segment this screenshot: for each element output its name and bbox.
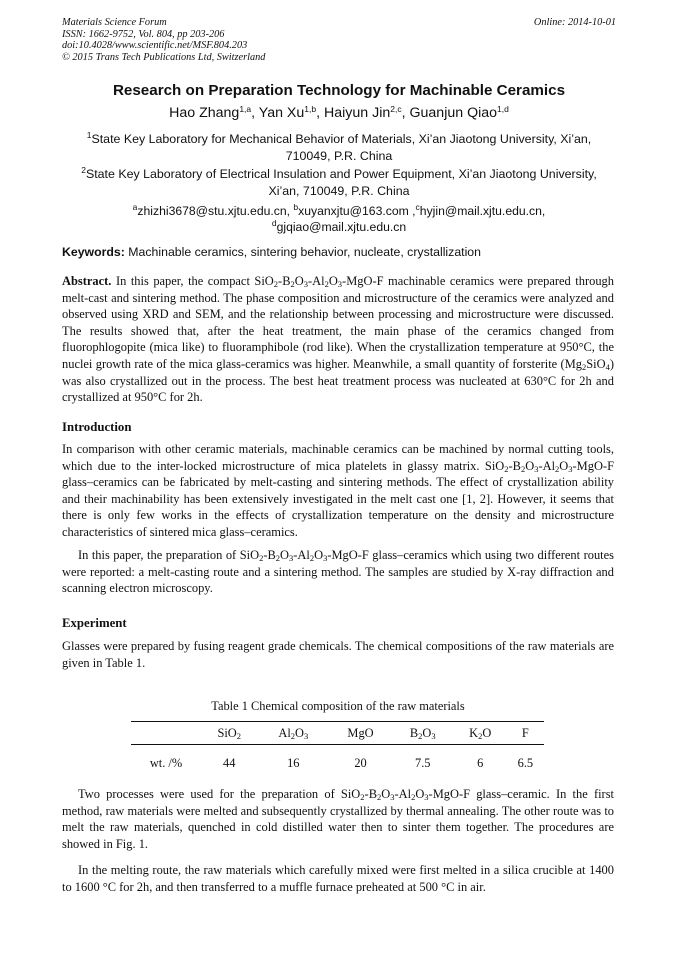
email-link[interactable]: xuyanxjtu@163.com [298, 204, 409, 218]
table-row [131, 751, 544, 775]
row-label: wt. /% [149, 755, 183, 770]
email-sup: d [271, 218, 277, 228]
email-sup: a [132, 202, 138, 212]
email-sup: c [415, 202, 420, 212]
experiment-paragraph-3: In the melting route, the raw materials which carefully mixed were first melted in a silica crucible at 1400 to 1600 °C for 2h, and then transferred to a muffle furnace preheated at 500 °C in air. [62, 863, 614, 894]
email-link[interactable]: hyjin@mail.xjtu.edu.cn [419, 204, 542, 218]
keywords-label: Keywords: [62, 245, 125, 259]
composition-table [131, 721, 544, 775]
author: Yan Xu [258, 105, 305, 121]
affiliation-1 [70, 131, 608, 165]
intro-paragraph-2: In this paper, the preparation of $SiO_2-B_2O_3-Al_2O_3-MgO-F$ glass–ceramics which using two different routes were reported: a melt-casting route and a sintering method. The samples are studied by X-ray diffraction and scanning electron microscopy. [62, 548, 614, 596]
affiliation-2 [70, 166, 608, 200]
column-header: $B_2O_3$ [392, 722, 454, 745]
email-list: $^a$zhizhi3678@stu.xjtu.edu.cn, $^b$xuyanxjtu@163.com ,$^c$hyjin@mail.xjtu.edu.cn, $^d$gjqiao@mail.xjtu.edu.cn [132, 202, 546, 234]
table-header-row [131, 722, 544, 745]
affiliation-text: State Key Laboratory of Electrical Insulation and Power Equipment, Xi’an Jiaotong University, Xi’an, 710049, P.R. China [85, 167, 597, 198]
author: Hao Zhang [169, 105, 240, 121]
online-date: Online: 2014-10-01 [533, 17, 616, 28]
copyright-line: © 2015 Trans Tech Publications Ltd, Switzerland [62, 51, 266, 63]
issn-line: ISSN: 1662-9752, Vol. 804, pp 203-206 [62, 28, 225, 40]
journal-name: Materials Science Forum [62, 17, 167, 28]
affiliation-text: State Key Laboratory for Mechanical Behavior of Materials, Xi’an Jiaotong University, Xi’an, 710049, P.R. China [91, 132, 592, 163]
experiment-paragraph-1: Glasses were prepared by fusing reagent grade chemicals. The chemical compositions of the raw materials are given in Table 1. [62, 639, 614, 670]
column-header: $K_2O$ [454, 722, 507, 745]
paper-title: Research on Preparation Technology for Machinable Ceramics [112, 82, 566, 99]
table-cell: 6.5 [517, 755, 534, 770]
author: Guanjun Qiao [409, 105, 498, 121]
experiment-paragraph-2: Two processes were used for the preparation of $SiO_2-B_2O_3-Al_2O_3-MgO-F$ glass–ceramic. In the first method, raw materials were melted and subsequently crystallized by thermal annealing. The other route was to melt the raw materials, quenched in cold distilled water then to sinter them together. The procedures are showed in Fig. 1. [62, 787, 614, 851]
author-sup: 2,c [390, 104, 402, 114]
table-corner [131, 722, 201, 745]
author-list: Hao Zhang$^{1,a}$, Yan Xu$^{1,b}$, Haiyun Jin$^{2,c}$, Guanjun Qiao$^{1,d}$ [169, 104, 509, 121]
email-link[interactable]: gjqiao@mail.xjtu.edu.cn [276, 220, 407, 234]
author-sup: 1,b [304, 104, 317, 114]
keywords-text: Machinable ceramics, sintering behavior, nucleate, crystallization [128, 245, 481, 259]
table-caption: Table 1 Chemical composition of the raw materials [211, 699, 465, 713]
journal-header [62, 17, 616, 63]
author-sup: 1,a [239, 104, 252, 114]
table-cell: 44 [223, 755, 236, 770]
table-cell: 7.5 [415, 755, 431, 770]
affiliation-sup: 2 [81, 165, 86, 175]
author: Haiyun Jin [324, 105, 391, 121]
table-cell: 20 [354, 755, 367, 770]
table-cell: 6 [477, 755, 484, 770]
keywords [62, 245, 622, 259]
abstract-label: Abstract. [62, 274, 112, 288]
column-header: $Al_2O_3$ [257, 722, 329, 745]
section-heading-experiment: Experiment [62, 616, 127, 630]
email-sup: b [293, 202, 299, 212]
author-sup: 1,d [497, 104, 509, 114]
doi-line: doi:10.4028/www.scientific.net/MSF.804.203 [62, 40, 248, 51]
column-header: F [507, 722, 544, 745]
intro-paragraph-1: In comparison with other ceramic materials, machinable ceramics can be machined by normal cutting tools, which due to the inter-locked microstructure of mica platelets in glassy matrix. $SiO_2-B_2O_3-Al_2O_3-MgO-F$ glass–ceramics can be fabricated by melt-casting and sintering methods. The effect of crystallization ability and their machinability has been extensively investigated in the melt cast one [1, 2]. However, it seems that there is only few works in the effects of crystallization temperature on the density and microstructure characteristics of sintered mica glass–ceramics. [62, 442, 614, 539]
affiliation-sup: 1 [86, 130, 92, 140]
email-link[interactable]: zhizhi3678@stu.xjtu.edu.cn [137, 204, 287, 218]
abstract-text: In this paper, the compact $SiO_2-B_2O_3-Al_2O_3-MgO-F$ machinable ceramics were prepared through melt-cast and sintering method. The phase composition and microstructure of the ceramics were analyzed and observed using XRD and SEM, and the relationship between processing and microstructure were discussed. The results showed that, after the heat treatment, the main phase of the ceramics changed from fluorophlogopite (mica like) to fluoramphibole (rod like). When the crystallization temperature at 950°C, the nuclei growth rate of the mica glass-ceramics was higher. Meanwhile, a small quantity of forsterite $(Mg_2SiO_4)$ was also crystallized out in the process. The best heat treatment process was nucleated at 630°C for 2h and crystallized at 950°C for 2h. [62, 274, 614, 405]
column-header: MgO [329, 722, 392, 745]
column-header: SiO$_2$ [201, 722, 257, 745]
abstract [62, 273, 614, 406]
table-cell: 16 [287, 755, 300, 770]
section-heading-introduction: Introduction [62, 420, 132, 434]
